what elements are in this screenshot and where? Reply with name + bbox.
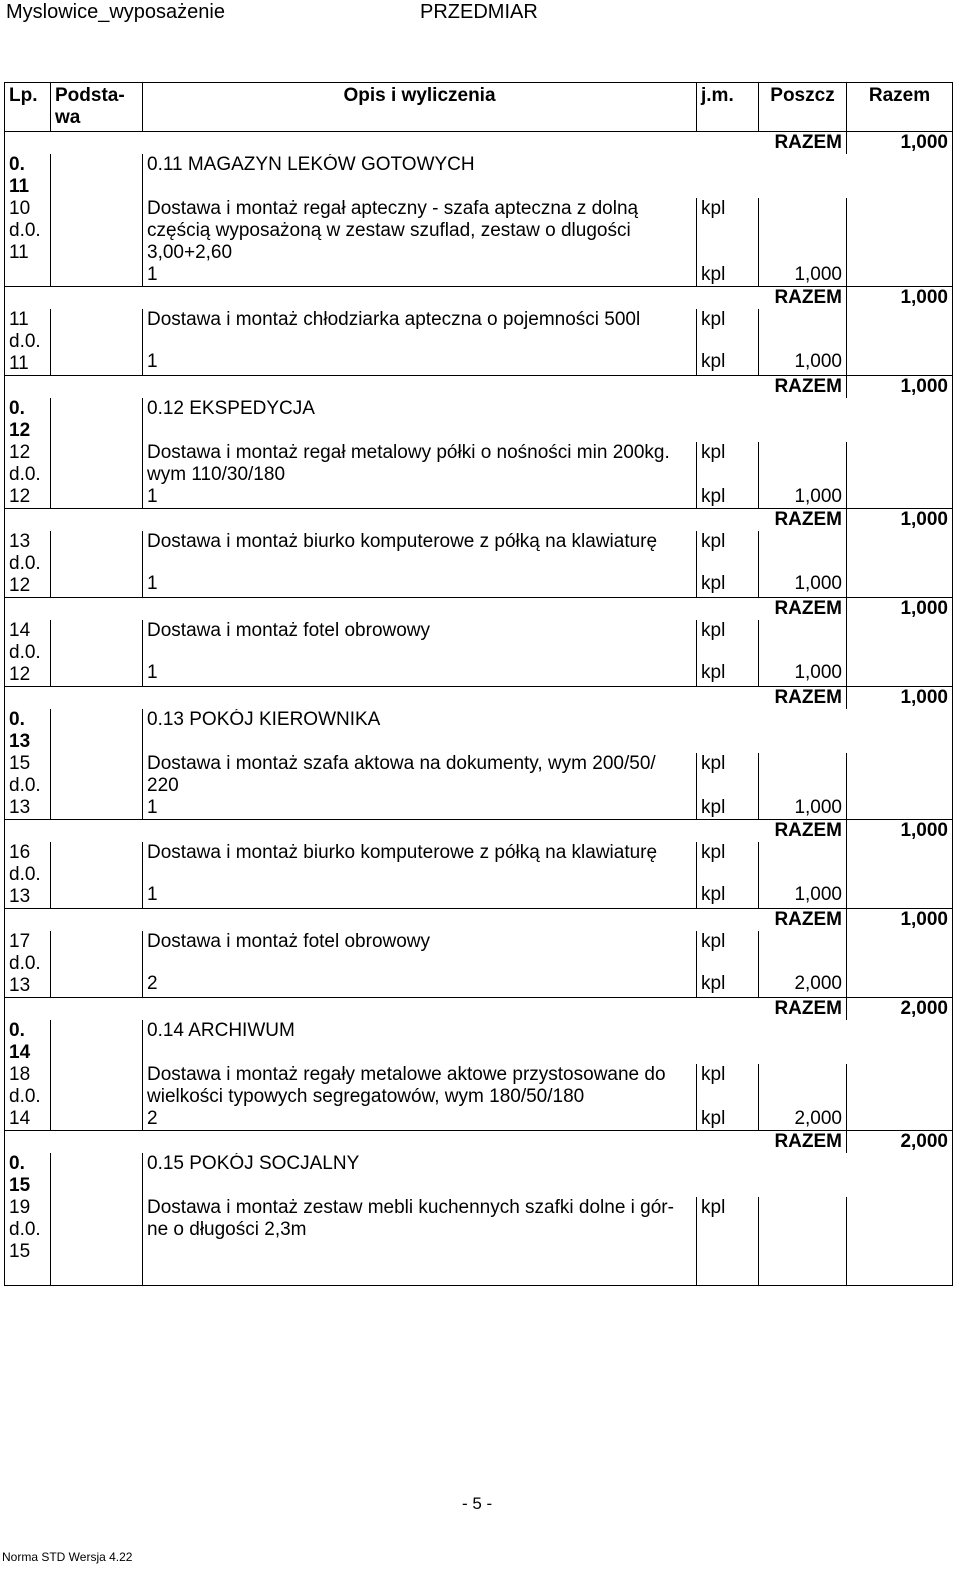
section-lp: 0. 13 (5, 709, 51, 753)
calc-jm: kpl (697, 573, 759, 598)
item-jm: kpl (697, 620, 759, 662)
razem-label: RAZEM (5, 132, 847, 155)
table-body (5, 132, 953, 1286)
item-razem (847, 620, 953, 662)
calc-jm: kpl (697, 973, 759, 998)
calc-row (5, 1108, 953, 1131)
calc-formula: 2 (143, 973, 697, 998)
section-podstawa (51, 1020, 143, 1064)
calc-row (5, 884, 953, 909)
item-jm: kpl (697, 842, 759, 884)
calc-jm: kpl (697, 351, 759, 376)
item-podstawa (51, 531, 143, 598)
item-lp: 19 d.0. 15 (5, 1197, 51, 1286)
section-podstawa (51, 398, 143, 442)
col-header-poszcz: Poszcz (759, 83, 847, 132)
calc-row (5, 973, 953, 998)
item-poszcz (759, 620, 847, 662)
calc-poszcz: 1,000 (759, 486, 847, 509)
razem-row (5, 598, 953, 621)
item-opis: Dostawa i montaż biurko komputerowe z półką na klawiaturę (143, 842, 697, 884)
section-title: 0.13 POKÓJ KIEROWNIKA (143, 709, 953, 753)
calc-poszcz: 2,000 (759, 973, 847, 998)
item-row (5, 198, 953, 264)
calc-poszcz: 2,000 (759, 1108, 847, 1131)
item-lp: 10 d.0. 11 (5, 198, 51, 287)
calc-jm: kpl (697, 662, 759, 687)
item-opis: Dostawa i montaż fotel obrowowy (143, 931, 697, 973)
razem-row (5, 509, 953, 532)
item-opis: Dostawa i montaż chłodziarka apteczna o pojemności 500l (143, 309, 697, 351)
section-title: 0.15 POKÓJ SOCJALNY (143, 1153, 953, 1197)
section-lp: 0. 15 (5, 1153, 51, 1197)
section-lp: 0. 12 (5, 398, 51, 442)
calc-formula: 1 (143, 797, 697, 820)
item-poszcz (759, 531, 847, 573)
razem-row (5, 376, 953, 399)
calc-formula: 1 (143, 662, 697, 687)
razem-row (5, 909, 953, 932)
item-opis: Dostawa i montaż zestaw mebli kuchennych szafki dolne i gór- ne o długości 2,3m (143, 1197, 697, 1286)
przedmiar-table (4, 82, 953, 1286)
item-jm: kpl (697, 1197, 759, 1286)
razem-label: RAZEM (5, 687, 847, 710)
item-poszcz (759, 198, 847, 264)
item-row (5, 442, 953, 486)
item-podstawa (51, 753, 143, 820)
item-podstawa (51, 442, 143, 509)
calc-razem (847, 973, 953, 998)
item-podstawa (51, 309, 143, 376)
document-type: PRZEDMIAR (420, 1, 538, 23)
item-poszcz (759, 309, 847, 351)
calc-row (5, 264, 953, 287)
calc-formula: 1 (143, 351, 697, 376)
software-footer: Norma STD Wersja 4.22 (2, 1550, 133, 1564)
table-header-row (5, 83, 953, 132)
calc-formula: 1 (143, 884, 697, 909)
razem-row (5, 132, 953, 155)
item-podstawa (51, 1064, 143, 1131)
calc-poszcz: 1,000 (759, 351, 847, 376)
razem-label: RAZEM (5, 376, 847, 399)
razem-value: 1,000 (847, 820, 953, 843)
razem-value: 1,000 (847, 376, 953, 399)
razem-value: 1,000 (847, 509, 953, 532)
calc-formula: 1 (143, 264, 697, 287)
section-podstawa (51, 1153, 143, 1197)
razem-value: 1,000 (847, 687, 953, 710)
calc-jm: kpl (697, 884, 759, 909)
item-lp: 17 d.0. 13 (5, 931, 51, 998)
item-poszcz (759, 753, 847, 797)
razem-label: RAZEM (5, 287, 847, 310)
calc-jm: kpl (697, 264, 759, 287)
item-poszcz (759, 842, 847, 884)
razem-value: 2,000 (847, 998, 953, 1021)
item-row (5, 531, 953, 573)
item-podstawa (51, 620, 143, 687)
item-row (5, 1197, 953, 1286)
col-header-lp: Lp. (5, 83, 51, 132)
calc-poszcz: 1,000 (759, 797, 847, 820)
item-opis: Dostawa i montaż biurko komputerowe z półką na klawiaturę (143, 531, 697, 573)
col-header-razem: Razem (847, 83, 953, 132)
item-razem (847, 1064, 953, 1108)
item-lp: 15 d.0. 13 (5, 753, 51, 820)
item-poszcz (759, 1064, 847, 1108)
item-razem (847, 442, 953, 486)
col-header-podstawa: Podsta- wa (51, 83, 143, 132)
section-podstawa (51, 154, 143, 198)
item-row (5, 842, 953, 884)
razem-value: 1,000 (847, 132, 953, 155)
item-row (5, 1064, 953, 1108)
item-lp: 13 d.0. 12 (5, 531, 51, 598)
section-row (5, 709, 953, 753)
item-row (5, 620, 953, 662)
razem-label: RAZEM (5, 820, 847, 843)
calc-jm: kpl (697, 797, 759, 820)
section-title: 0.12 EKSPEDYCJA (143, 398, 953, 442)
razem-row (5, 820, 953, 843)
item-row (5, 931, 953, 973)
item-podstawa (51, 931, 143, 998)
calc-row (5, 351, 953, 376)
razem-value: 1,000 (847, 909, 953, 932)
calc-razem (847, 486, 953, 509)
item-opis: Dostawa i montaż regał metalowy półki o nośności min 200kg. wym 110/30/180 (143, 442, 697, 486)
item-razem (847, 198, 953, 264)
section-podstawa (51, 709, 143, 753)
razem-label: RAZEM (5, 1131, 847, 1154)
calc-poszcz: 1,000 (759, 573, 847, 598)
calc-jm: kpl (697, 1108, 759, 1131)
calc-poszcz: 1,000 (759, 884, 847, 909)
calc-razem (847, 351, 953, 376)
razem-row (5, 998, 953, 1021)
item-jm: kpl (697, 531, 759, 573)
calc-razem (847, 797, 953, 820)
item-jm: kpl (697, 931, 759, 973)
calc-row (5, 573, 953, 598)
section-lp: 0. 14 (5, 1020, 51, 1064)
calc-razem (847, 884, 953, 909)
section-row (5, 1153, 953, 1197)
item-podstawa (51, 842, 143, 909)
section-lp: 0. 11 (5, 154, 51, 198)
calc-row (5, 797, 953, 820)
razem-label: RAZEM (5, 998, 847, 1021)
item-row (5, 309, 953, 351)
calc-razem (847, 1108, 953, 1131)
item-lp: 16 d.0. 13 (5, 842, 51, 909)
item-razem (847, 309, 953, 351)
item-podstawa (51, 1197, 143, 1286)
section-title: 0.14 ARCHIWUM (143, 1020, 953, 1064)
col-header-opis: Opis i wyliczenia (143, 83, 697, 132)
item-opis: Dostawa i montaż regał apteczny - szafa apteczna z dolną częścią wyposażoną w zestaw szuflad, zestaw o dlugości 3,00+2,60 (143, 198, 697, 264)
calc-formula: 1 (143, 486, 697, 509)
item-jm: kpl (697, 442, 759, 486)
page-number: - 5 - (462, 1494, 493, 1513)
calc-row (5, 486, 953, 509)
item-opis: Dostawa i montaż fotel obrowowy (143, 620, 697, 662)
razem-value: 2,000 (847, 1131, 953, 1154)
item-poszcz (759, 1197, 847, 1286)
calc-formula: 1 (143, 573, 697, 598)
razem-row (5, 1131, 953, 1154)
item-jm: kpl (697, 753, 759, 797)
razem-label: RAZEM (5, 909, 847, 932)
item-podstawa (51, 198, 143, 287)
item-razem (847, 1197, 953, 1286)
section-row (5, 154, 953, 198)
razem-row (5, 687, 953, 710)
calc-poszcz: 1,000 (759, 662, 847, 687)
item-row (5, 753, 953, 797)
calc-poszcz: 1,000 (759, 264, 847, 287)
item-poszcz (759, 931, 847, 973)
calc-formula: 2 (143, 1108, 697, 1131)
item-jm: kpl (697, 198, 759, 264)
document-name: Myslowice_wyposażenie (6, 1, 225, 23)
razem-value: 1,000 (847, 287, 953, 310)
item-razem (847, 531, 953, 573)
razem-value: 1,000 (847, 598, 953, 621)
razem-label: RAZEM (5, 509, 847, 532)
razem-row (5, 287, 953, 310)
item-poszcz (759, 442, 847, 486)
item-lp: 14 d.0. 12 (5, 620, 51, 687)
item-lp: 11 d.0. 11 (5, 309, 51, 376)
section-row (5, 1020, 953, 1064)
item-jm: kpl (697, 309, 759, 351)
item-razem (847, 753, 953, 797)
calc-razem (847, 662, 953, 687)
item-opis: Dostawa i montaż szafa aktowa na dokumenty, wym 200/50/ 220 (143, 753, 697, 797)
item-lp: 18 d.0. 14 (5, 1064, 51, 1131)
item-opis: Dostawa i montaż regały metalowe aktowe przystosowane do wielkości typowych segregatowów, wym 180/50/180 (143, 1064, 697, 1108)
item-jm: kpl (697, 1064, 759, 1108)
section-title: 0.11 MAGAZYN LEKÓW GOTOWYCH (143, 154, 953, 198)
section-row (5, 398, 953, 442)
item-lp: 12 d.0. 12 (5, 442, 51, 509)
calc-jm: kpl (697, 486, 759, 509)
calc-row (5, 662, 953, 687)
col-header-jm: j.m. (697, 83, 759, 132)
razem-label: RAZEM (5, 598, 847, 621)
calc-razem (847, 264, 953, 287)
item-razem (847, 842, 953, 884)
calc-razem (847, 573, 953, 598)
item-razem (847, 931, 953, 973)
